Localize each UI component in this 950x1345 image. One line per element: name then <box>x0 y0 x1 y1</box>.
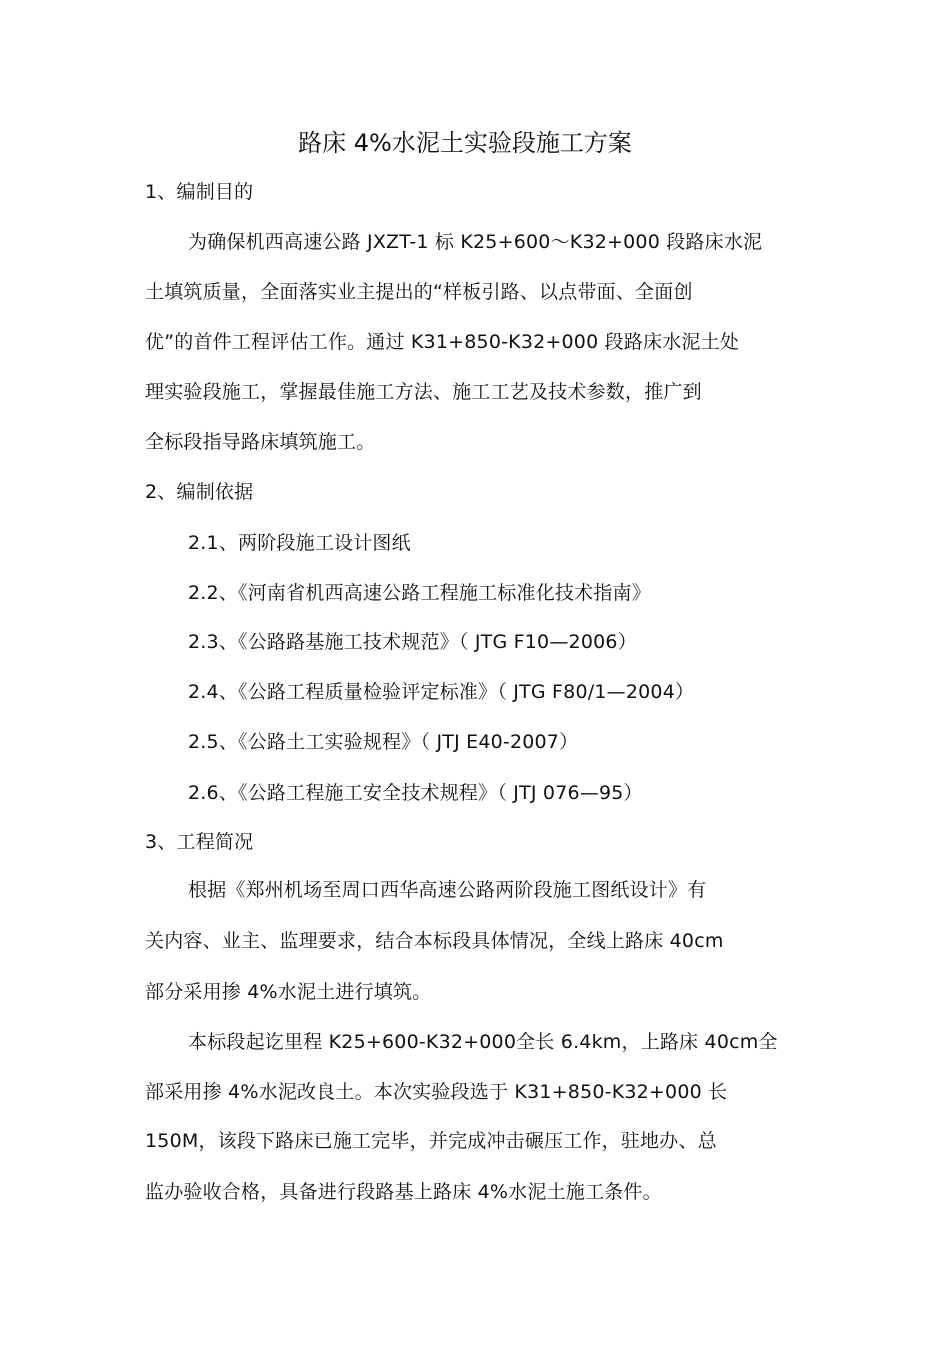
paragraph-line: 优”的首件工程评估工作。通过 K31+850-K32+000 段路床水泥土处 <box>145 331 740 353</box>
paragraph-line: 为确保机西高速公路 JXZT-1 标 K25+600～K32+000 段路床水泥 <box>188 231 763 253</box>
list-item: 2.3、《公路路基施工技术规范》（ JTG F10—2006） <box>188 631 637 653</box>
document-title: 路床 4%水泥土实验段施工方案 <box>298 129 632 157</box>
paragraph-line: 土填筑质量，全面落实业主提出的“样板引路、以点带面、全面创 <box>145 281 693 303</box>
paragraph-line: 150M，该段下路床已施工完毕，并完成冲击碾压工作，驻地办、总 <box>145 1130 717 1152</box>
list-item: 2.2、《河南省机西高速公路工程施工标准化技术指南》 <box>188 582 651 604</box>
paragraph-line: 本标段起讫里程 K25+600-K32+000全长 6.4km，上路床 40cm全 <box>188 1031 778 1053</box>
section-heading-2: 2、编制依据 <box>145 481 254 503</box>
section-heading-1: 1、编制目的 <box>145 181 254 203</box>
list-item: 2.1、两阶段施工设计图纸 <box>188 532 411 554</box>
paragraph-line: 根据《郑州机场至周口西华高速公路两阶段施工图纸设计》有 <box>188 879 707 901</box>
list-item: 2.6、《公路工程施工安全技术规程》（ JTJ 076—95） <box>188 782 643 804</box>
list-item: 2.5、《公路土工实验规程》（ JTJ E40-2007） <box>188 731 579 753</box>
paragraph-line: 监办验收合格，具备进行段路基上路床 4%水泥土施工条件。 <box>145 1181 662 1203</box>
paragraph-line: 部分采用掺 4%水泥土进行填筑。 <box>145 981 432 1003</box>
paragraph-line: 部采用掺 4%水泥改良土。本次实验段选于 K31+850-K32+000 长 <box>145 1081 728 1103</box>
list-item: 2.4、《公路工程质量检验评定标准》（ JTG F80/1—2004） <box>188 681 695 703</box>
section-heading-3: 3、工程简况 <box>145 831 254 853</box>
paragraph-line: 全标段指导路床填筑施工。 <box>145 431 376 453</box>
paragraph-line: 理实验段施工，掌握最佳施工方法、施工工艺及技术参数，推广到 <box>145 381 702 403</box>
paragraph-line: 关内容、业主、监理要求，结合本标段具体情况，全线上路床 40cm <box>145 930 724 952</box>
